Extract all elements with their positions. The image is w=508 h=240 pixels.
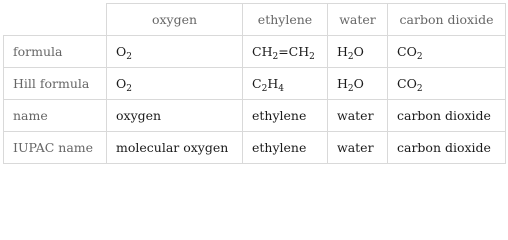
subscript: 2 [309,52,315,62]
row-label-hill-formula: Hill formula [4,68,107,100]
subscript: 2 [347,84,354,94]
row-label-name: name [4,100,107,132]
cell-name-carbon-dioxide: carbon dioxide [388,100,506,132]
cell-name-ethylene: ethylene [243,100,328,132]
cell-name-oxygen: oxygen [107,100,243,132]
comparison-table [3,3,506,164]
subscript: 2 [261,84,268,94]
cell-formula-carbon-dioxide: $CO_2$ [388,36,506,68]
cell-hill-formula-oxygen: $O_2$ [107,68,243,100]
column-header-water: water [328,4,388,36]
subscript: 2 [126,52,132,62]
row-label-iupac-name: IUPAC name [4,132,107,164]
subscript: 2 [126,84,132,94]
cell-formula-water: $H_2O$ [328,36,388,68]
cell-iupac-name-water: water [328,132,388,164]
column-header-oxygen: oxygen [107,4,243,36]
subscript: 2 [416,52,423,62]
cell-iupac-name-carbon-dioxide: carbon dioxide [388,132,506,164]
cell-iupac-name-oxygen: molecular oxygen [107,132,243,164]
row-label-formula: formula [4,36,107,68]
subscript: 2 [347,52,354,62]
cell-formula-oxygen: $O_2$ [107,36,243,68]
column-header-ethylene: ethylene [243,4,328,36]
column-header-carbon-dioxide: carbon dioxide [388,4,506,36]
row-iupac-name [4,132,506,164]
cell-name-water: water [328,100,388,132]
subscript: 2 [272,52,279,62]
subscript: 2 [416,84,423,94]
corner-cell [4,4,107,36]
header-row [4,4,506,36]
row-hill-formula [4,68,506,100]
subscript: 4 [278,84,284,94]
row-formula [4,36,506,68]
cell-hill-formula-water: $H_2O$ [328,68,388,100]
cell-formula-ethylene: $CH_2=CH_2$ [243,36,328,68]
cell-iupac-name-ethylene: ethylene [243,132,328,164]
cell-hill-formula-ethylene: $C_2H_4$ [243,68,328,100]
row-name [4,100,506,132]
cell-hill-formula-carbon-dioxide: $CO_2$ [388,68,506,100]
